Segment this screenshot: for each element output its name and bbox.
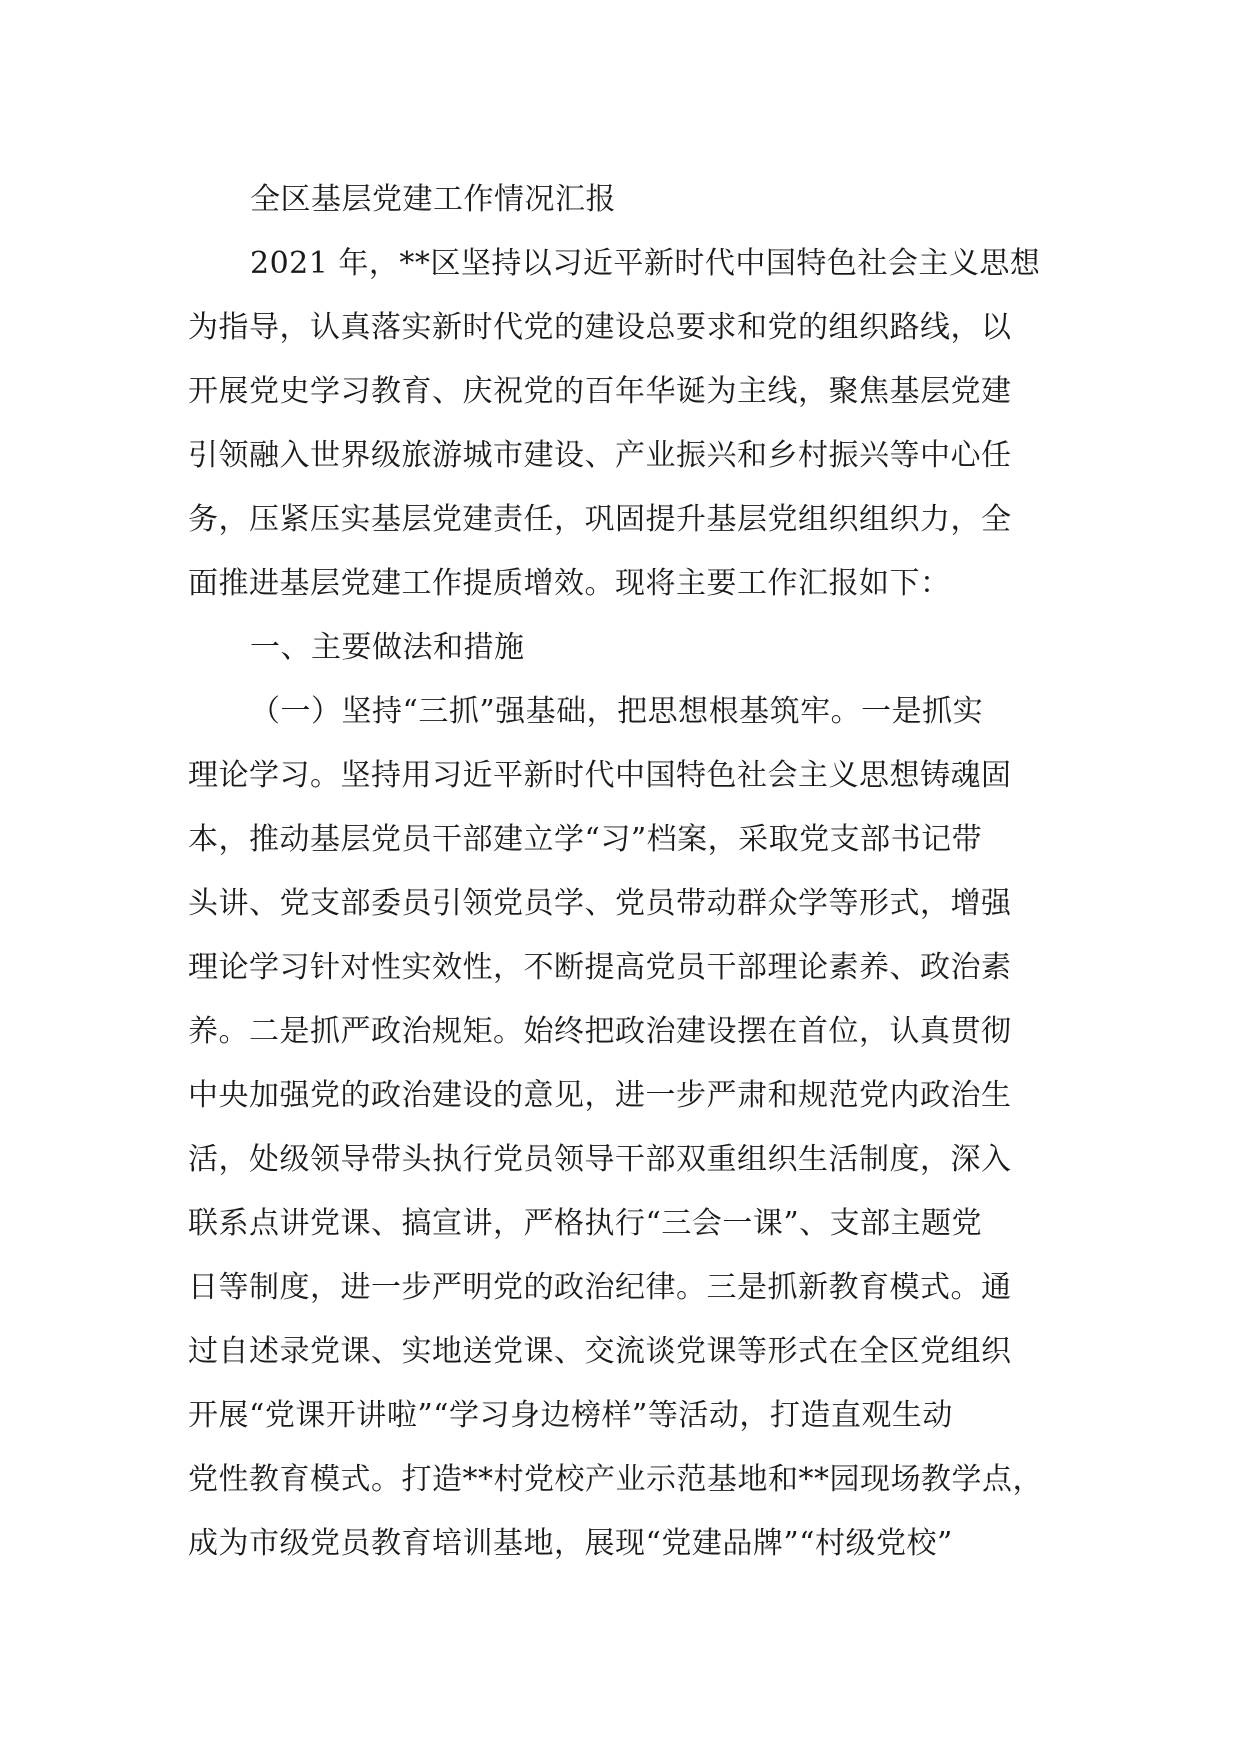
section-line-7: 中央加强党的政治建设的意见，进一步严肃和规范党内政治生 bbox=[188, 1078, 1012, 1113]
intro-line-1: 2021 年，**区坚持以习近平新时代中国特色社会主义思想 bbox=[250, 246, 1041, 281]
document-title: 全区基层党建工作情况汇报 bbox=[250, 182, 616, 217]
section-line-1: （一）坚持“三抓”强基础，把思想根基筑牢。一是抓实 bbox=[250, 694, 984, 729]
intro-line-6: 面推进基层党建工作提质增效。现将主要工作汇报如下： bbox=[188, 566, 951, 601]
intro-line-4: 引领融入世界级旅游城市建设、产业振兴和乡村振兴等中心任 bbox=[188, 438, 1012, 473]
intro-line-5: 务，压紧压实基层党建责任，巩固提升基层党组织组织力，全 bbox=[188, 502, 1012, 537]
document-body bbox=[188, 168, 1068, 1576]
section-line-6: 养。二是抓严政治规矩。始终把政治建设摆在首位，认真贯彻 bbox=[188, 1014, 1012, 1049]
section-line-10: 日等制度，进一步严明党的政治纪律。三是抓新教育模式。通 bbox=[188, 1270, 1012, 1305]
intro-line-3: 开展党史学习教育、庆祝党的百年华诞为主线，聚焦基层党建 bbox=[188, 374, 1012, 409]
intro-line-2: 为指导，认真落实新时代党的建设总要求和党的组织路线，以 bbox=[188, 310, 1012, 345]
section-line-8: 活，处级领导带头执行党员领导干部双重组织生活制度，深入 bbox=[188, 1142, 1012, 1177]
section-line-5: 理论学习针对性实效性，不断提高党员干部理论素养、政治素 bbox=[188, 950, 1012, 985]
section-heading: 一、主要做法和措施 bbox=[250, 630, 525, 665]
section-line-9: 联系点讲党课、搞宣讲，严格执行“三会一课”、支部主题党 bbox=[188, 1206, 983, 1241]
section-line-3: 本，推动基层党员干部建立学“习”档案，采取党支部书记带 bbox=[188, 822, 983, 857]
section-line-11: 过自述录党课、实地送党课、交流谈党课等形式在全区党组织 bbox=[188, 1334, 1012, 1369]
section-line-12: 开展“党课开讲啦”“学习身边榜样”等活动，打造直观生动 bbox=[188, 1398, 953, 1433]
section-line-2: 理论学习。坚持用习近平新时代中国特色社会主义思想铸魂固 bbox=[188, 758, 1012, 793]
section-line-4: 头讲、党支部委员引领党员学、党员带动群众学等形式，增强 bbox=[188, 886, 1012, 921]
section-line-13: 党性教育模式。打造**村党校产业示范基地和**园现场教学点， bbox=[188, 1462, 1043, 1497]
section-line-14: 成为市级党员教育培训基地，展现“党建品牌”“村级党校” bbox=[188, 1526, 953, 1561]
